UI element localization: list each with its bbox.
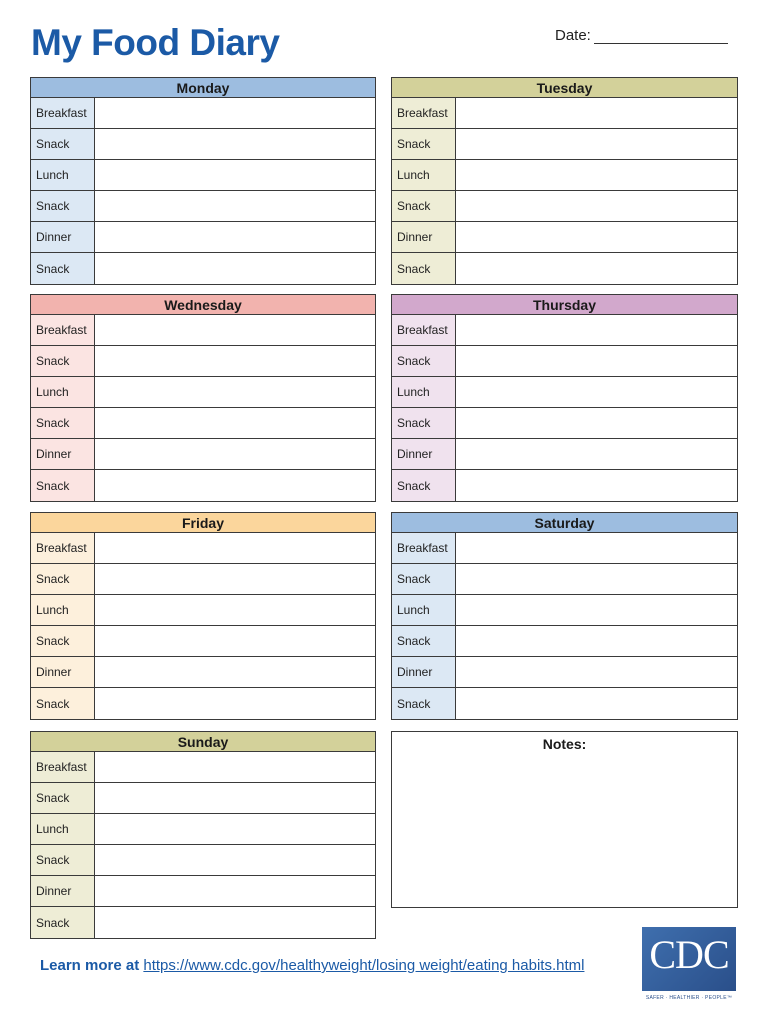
day-header-tuesday: Tuesday (392, 78, 737, 98)
date-input-line[interactable] (594, 29, 728, 44)
date-field (555, 27, 728, 44)
meal-label: Snack (31, 253, 95, 284)
meal-entry-wednesday-3[interactable] (95, 408, 375, 438)
meal-entry-tuesday-4[interactable] (456, 222, 737, 252)
meal-entry-wednesday-2[interactable] (95, 377, 375, 407)
meal-label: Snack (31, 626, 95, 656)
meal-row-monday-2 (31, 160, 375, 191)
day-header-saturday: Saturday (392, 513, 737, 533)
meal-row-monday-4 (31, 222, 375, 253)
meal-label: Snack (31, 346, 95, 376)
meal-entry-tuesday-5[interactable] (456, 253, 737, 284)
meal-label: Snack (392, 346, 456, 376)
meal-entry-friday-1[interactable] (95, 564, 375, 594)
meal-row-saturday-3 (392, 626, 737, 657)
meal-entry-wednesday-4[interactable] (95, 439, 375, 469)
meal-entry-thursday-4[interactable] (456, 439, 737, 469)
meal-entry-monday-2[interactable] (95, 160, 375, 190)
meal-entry-saturday-0[interactable] (456, 533, 737, 563)
meal-label: Dinner (392, 657, 456, 687)
notes-label: Notes: (542, 736, 587, 752)
meal-row-tuesday-1 (392, 129, 737, 160)
meal-entry-wednesday-0[interactable] (95, 315, 375, 345)
meal-row-wednesday-4 (31, 439, 375, 470)
meal-label: Lunch (392, 595, 456, 625)
meal-entry-thursday-3[interactable] (456, 408, 737, 438)
meal-entry-friday-3[interactable] (95, 626, 375, 656)
meal-label: Breakfast (392, 98, 456, 128)
meal-entry-monday-3[interactable] (95, 191, 375, 221)
meal-row-sunday-0 (31, 752, 375, 783)
meal-entry-tuesday-1[interactable] (456, 129, 737, 159)
day-header-wednesday: Wednesday (31, 295, 375, 315)
footer-link[interactable]: https://www.cdc.gov/healthyweight/losing weight/eating habits.html (143, 957, 585, 974)
meal-label: Snack (392, 626, 456, 656)
meal-label: Lunch (392, 160, 456, 190)
meal-entry-saturday-3[interactable] (456, 626, 737, 656)
meal-entry-wednesday-5[interactable] (95, 470, 375, 501)
meal-row-thursday-3 (392, 408, 737, 439)
meal-row-thursday-4 (392, 439, 737, 470)
meal-row-wednesday-1 (31, 346, 375, 377)
meal-label: Lunch (31, 595, 95, 625)
meal-label: Dinner (392, 222, 456, 252)
meal-label: Snack (31, 783, 95, 813)
meal-entry-thursday-1[interactable] (456, 346, 737, 376)
meal-label: Snack (392, 470, 456, 501)
meal-label: Dinner (31, 876, 95, 906)
meal-entry-friday-0[interactable] (95, 533, 375, 563)
meal-row-friday-1 (31, 564, 375, 595)
meal-entry-saturday-5[interactable] (456, 688, 737, 719)
meal-entry-wednesday-1[interactable] (95, 346, 375, 376)
meal-entry-sunday-5[interactable] (95, 907, 375, 938)
day-block-sunday (30, 731, 376, 939)
meal-label: Dinner (31, 657, 95, 687)
meal-entry-tuesday-0[interactable] (456, 98, 737, 128)
meal-row-friday-4 (31, 657, 375, 688)
meal-row-monday-3 (31, 191, 375, 222)
meal-row-wednesday-2 (31, 377, 375, 408)
meal-row-saturday-1 (392, 564, 737, 595)
meal-label: Dinner (392, 439, 456, 469)
meal-row-tuesday-3 (392, 191, 737, 222)
meal-entry-friday-2[interactable] (95, 595, 375, 625)
meal-row-friday-3 (31, 626, 375, 657)
meal-row-tuesday-2 (392, 160, 737, 191)
meal-entry-friday-4[interactable] (95, 657, 375, 687)
meal-label: Lunch (31, 377, 95, 407)
meal-label: Snack (392, 688, 456, 719)
meal-entry-tuesday-2[interactable] (456, 160, 737, 190)
day-header-friday: Friday (31, 513, 375, 533)
day-block-thursday (391, 294, 738, 502)
cdc-logo-text: CDC (649, 932, 729, 977)
cdc-logo-tagline: SAFER · HEALTHIER · PEOPLE™ (645, 995, 733, 1001)
meal-label: Lunch (31, 160, 95, 190)
meal-row-tuesday-5 (392, 253, 737, 284)
meal-entry-saturday-1[interactable] (456, 564, 737, 594)
meal-label: Breakfast (31, 98, 95, 128)
meal-label: Snack (31, 191, 95, 221)
meal-label: Snack (31, 688, 95, 719)
page-title: My Food Diary (31, 22, 280, 63)
meal-row-sunday-3 (31, 845, 375, 876)
day-block-monday (30, 77, 376, 285)
meal-entry-thursday-2[interactable] (456, 377, 737, 407)
meal-row-friday-5 (31, 688, 375, 719)
day-block-friday (30, 512, 376, 720)
meal-row-monday-5 (31, 253, 375, 284)
meal-label: Lunch (392, 377, 456, 407)
meal-row-sunday-4 (31, 876, 375, 907)
footer (40, 957, 584, 974)
meal-entry-tuesday-3[interactable] (456, 191, 737, 221)
meal-row-wednesday-5 (31, 470, 375, 501)
cdc-logo (642, 927, 736, 1001)
day-header-monday: Monday (31, 78, 375, 98)
meal-label: Snack (31, 129, 95, 159)
meal-label: Snack (31, 408, 95, 438)
meal-row-tuesday-4 (392, 222, 737, 253)
meal-label: Dinner (31, 439, 95, 469)
meal-label: Breakfast (392, 533, 456, 563)
meal-label: Snack (31, 845, 95, 875)
day-header-thursday: Thursday (392, 295, 737, 315)
meal-entry-friday-5[interactable] (95, 688, 375, 719)
meal-row-saturday-2 (392, 595, 737, 626)
meal-row-thursday-0 (392, 315, 737, 346)
meal-row-thursday-2 (392, 377, 737, 408)
meal-label: Breakfast (392, 315, 456, 345)
meal-label: Snack (392, 191, 456, 221)
meal-entry-sunday-3[interactable] (95, 845, 375, 875)
notes-input[interactable] (396, 756, 733, 903)
meal-entry-monday-4[interactable] (95, 222, 375, 252)
day-block-tuesday (391, 77, 738, 285)
meal-row-friday-0 (31, 533, 375, 564)
meal-row-wednesday-0 (31, 315, 375, 346)
meal-label: Breakfast (31, 315, 95, 345)
meal-row-sunday-5 (31, 907, 375, 938)
meal-entry-thursday-0[interactable] (456, 315, 737, 345)
meal-label: Snack (392, 129, 456, 159)
day-block-saturday (391, 512, 738, 720)
meal-entry-monday-1[interactable] (95, 129, 375, 159)
meal-label: Snack (31, 907, 95, 938)
meal-label: Dinner (31, 222, 95, 252)
meal-entry-sunday-0[interactable] (95, 752, 375, 782)
meal-entry-monday-5[interactable] (95, 253, 375, 284)
meal-entry-saturday-4[interactable] (456, 657, 737, 687)
meal-label: Snack (31, 564, 95, 594)
meal-row-wednesday-3 (31, 408, 375, 439)
footer-lead-text: Learn more at (40, 957, 140, 974)
meal-row-sunday-1 (31, 783, 375, 814)
meal-label: Snack (392, 564, 456, 594)
day-header-sunday: Sunday (31, 732, 375, 752)
notes-box (391, 731, 738, 908)
meal-entry-thursday-5[interactable] (456, 470, 737, 501)
meal-label: Snack (31, 470, 95, 501)
meal-entry-sunday-1[interactable] (95, 783, 375, 813)
meal-row-thursday-1 (392, 346, 737, 377)
meal-label: Lunch (31, 814, 95, 844)
meal-row-saturday-4 (392, 657, 737, 688)
meal-entry-monday-0[interactable] (95, 98, 375, 128)
meal-row-sunday-2 (31, 814, 375, 845)
meal-entry-sunday-2[interactable] (95, 814, 375, 844)
meal-row-monday-1 (31, 129, 375, 160)
meal-row-saturday-0 (392, 533, 737, 564)
date-label: Date: (555, 27, 591, 44)
day-block-wednesday (30, 294, 376, 502)
meal-label: Snack (392, 408, 456, 438)
meal-entry-sunday-4[interactable] (95, 876, 375, 906)
meal-row-thursday-5 (392, 470, 737, 501)
meal-row-friday-2 (31, 595, 375, 626)
meal-label: Breakfast (31, 533, 95, 563)
meal-entry-saturday-2[interactable] (456, 595, 737, 625)
meal-row-saturday-5 (392, 688, 737, 719)
meal-row-monday-0 (31, 98, 375, 129)
meal-row-tuesday-0 (392, 98, 737, 129)
meal-label: Snack (392, 253, 456, 284)
meal-label: Breakfast (31, 752, 95, 782)
